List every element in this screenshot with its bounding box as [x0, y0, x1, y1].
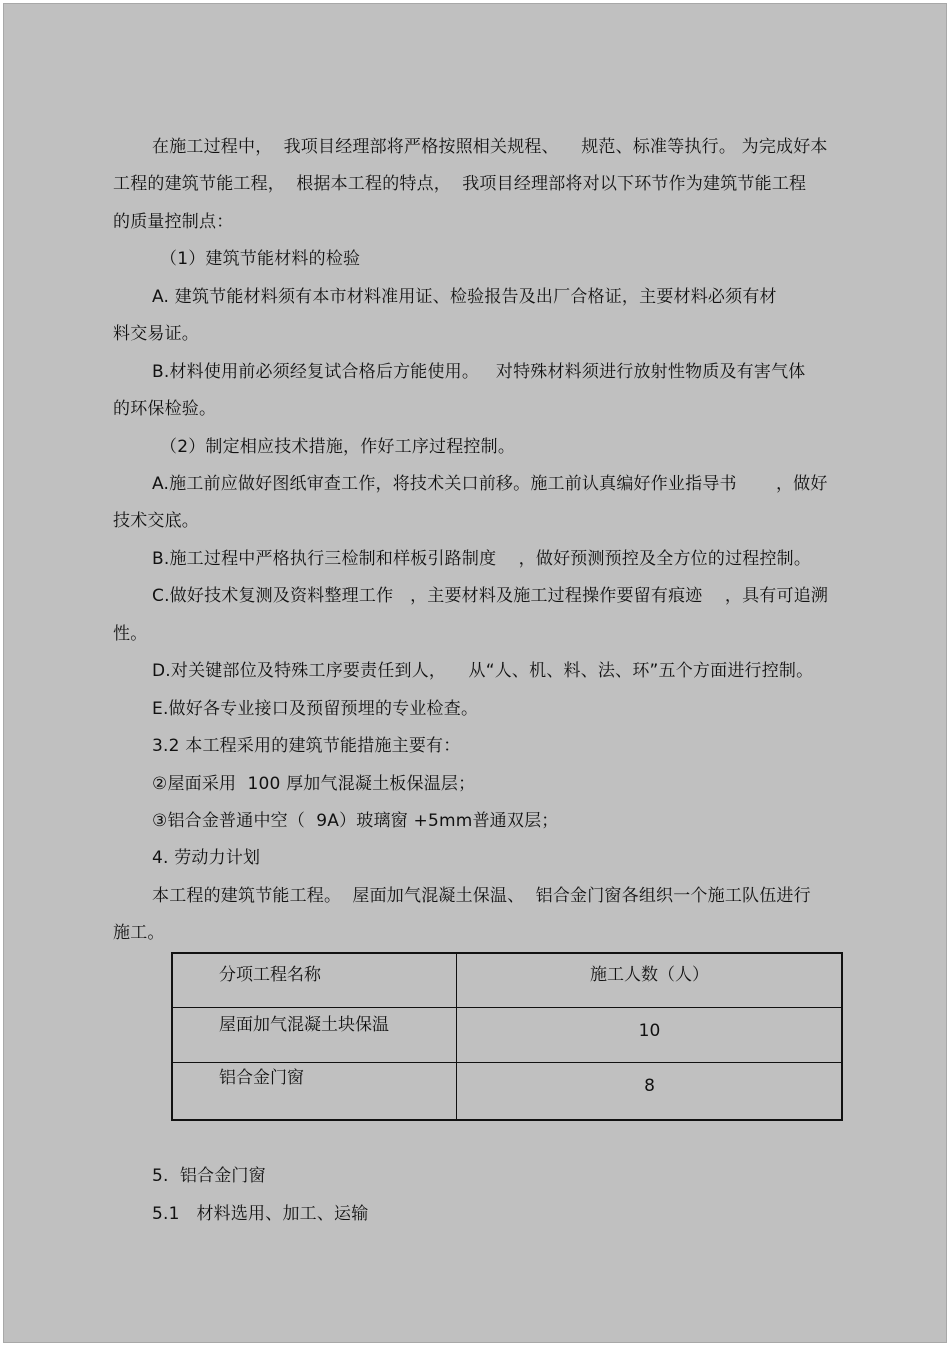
table-cell: 8 — [644, 1076, 655, 1096]
section-heading: （2）制定相应技术措施，作好工序过程控制。 — [160, 437, 516, 457]
table-header-cell: 分项工程名称 — [219, 965, 321, 985]
table-divider — [173, 1062, 841, 1063]
paragraph-line: 本工程的建筑节能工程。 屋面加气混凝土保温、 铝合金门窗各组织一个施工队伍进行 — [152, 886, 811, 906]
paragraph-line: 性。 — [113, 624, 148, 644]
table-cell: 10 — [638, 1021, 661, 1041]
table-cell: 屋面加气混凝土块保温 — [219, 1015, 389, 1035]
paragraph-line: B.施工过程中严格执行三检制和样板引路制度 ，做好预测预控及全方位的过程控制。 — [152, 549, 812, 569]
section-heading: 5.1 材料选用、加工、运输 — [152, 1204, 369, 1224]
labor-table — [171, 952, 843, 1121]
paragraph-line: E.做好各专业接口及预留预埋的专业检查。 — [152, 699, 479, 719]
paragraph-line: 的环保检验。 — [113, 399, 217, 419]
paragraph-line: 在施工过程中， 我项目经理部将严格按照相关规程、 规范、标准等执行。 为完成好本 — [152, 137, 828, 157]
table-header-cell: 施工人数（人） — [590, 965, 709, 985]
paragraph-line: B.材料使用前必须经复试合格后方能使用。 对特殊材料须进行放射性物质及有害气体 — [152, 362, 806, 382]
list-item: ②屋面采用 100 厚加气混凝土板保温层； — [152, 774, 476, 794]
paragraph-line: 的质量控制点： — [113, 212, 234, 232]
paragraph-line: A.施工前应做好图纸审查工作，将技术关口前移。施工前认真编好作业指导书 ，做好 — [152, 474, 828, 494]
paragraph-line: C.做好技术复测及资料整理工作 ，主要材料及施工过程操作要留有痕迹 ，具有可追溯 — [152, 586, 829, 606]
paragraph-line: 技术交底。 — [113, 511, 199, 531]
table-cell: 铝合金门窗 — [219, 1068, 304, 1088]
list-item: ③铝合金普通中空（ 9A）玻璃窗 +5mm普通双层； — [152, 811, 559, 831]
section-heading: 5. 铝合金门窗 — [152, 1166, 266, 1186]
paragraph-line: 工程的建筑节能工程， 根据本工程的特点， 我项目经理部将对以下环节作为建筑节能工程 — [113, 174, 807, 194]
section-heading: 3.2 本工程采用的建筑节能措施主要有： — [152, 736, 461, 756]
paragraph-line: D.对关键部位及特殊工序要责任到人， 从“人、机、料、法、环”五个方面进行控制。 — [152, 661, 814, 681]
paragraph-line: 施工。 — [113, 923, 165, 943]
section-heading: （1）建筑节能材料的检验 — [160, 249, 361, 269]
paragraph-line: 料交易证。 — [113, 324, 199, 344]
section-heading: 4. 劳动力计划 — [152, 848, 261, 868]
paragraph-line: A. 建筑节能材料须有本市材料准用证、检验报告及出厂合格证，主要材料必须有材 — [152, 287, 777, 307]
table-divider — [173, 1007, 841, 1008]
table-divider — [456, 954, 457, 1119]
